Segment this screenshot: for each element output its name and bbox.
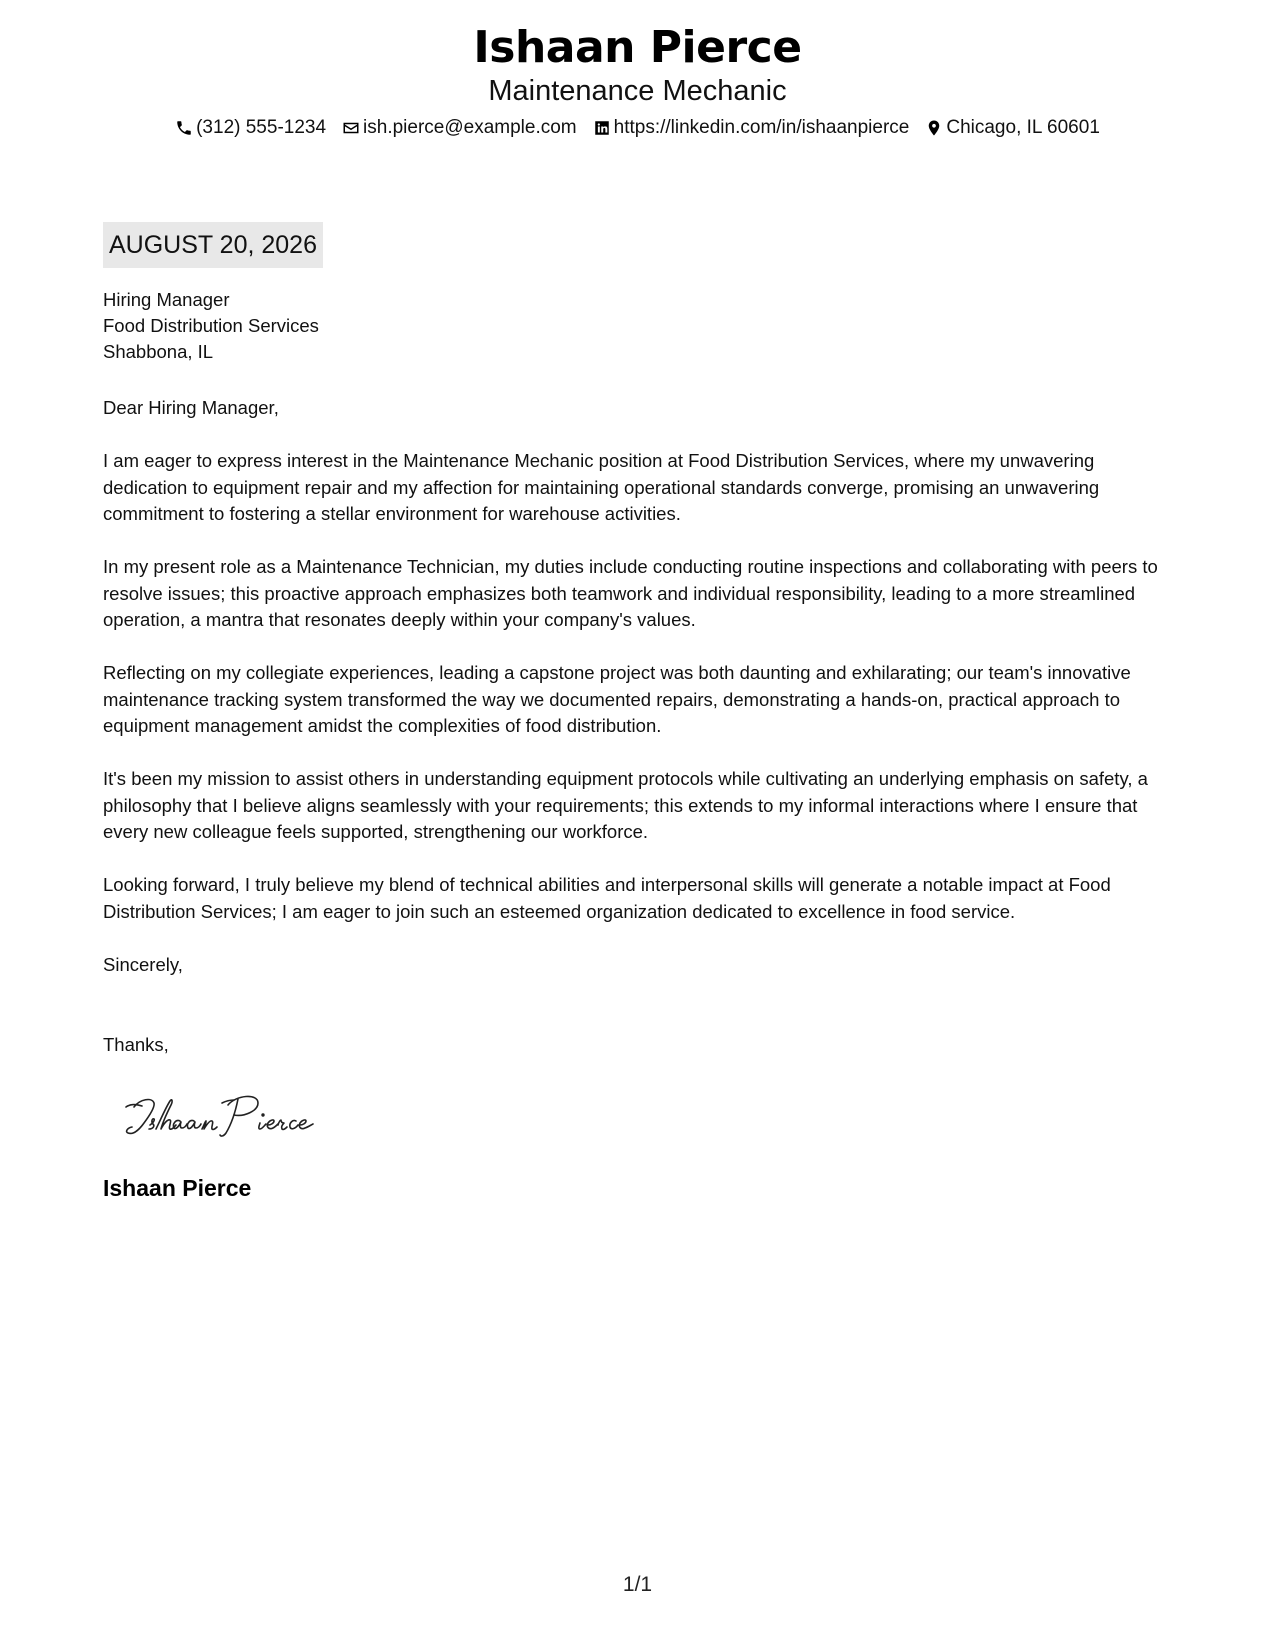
envelope-icon — [342, 119, 360, 137]
body-paragraph: Reflecting on my collegiate experiences, leading a capstone project was both daunting and exhilarating; our team's innovative maintenance tracking system transformed the way we documented repairs, demonstrating a hands-on, practical approach to equipment management amidst the complexities of food distribution. — [103, 662, 1131, 736]
phone-icon — [175, 119, 193, 137]
contact-location-text: Chicago, IL 60601 — [946, 117, 1100, 138]
page-number: 1/1 — [622, 1573, 653, 1596]
recipient-block — [103, 287, 319, 365]
map-pin-icon — [925, 119, 943, 137]
handwritten-signature — [120, 1085, 350, 1145]
body-paragraph: I am eager to express interest in the Maintenance Mechanic position at Food Distribution Services, where my unwavering dedication to equipment repair and my affection for maintaining operational standards converge, promising an unwavering commitment to fostering a stellar environment for warehouse activities. — [103, 450, 1100, 524]
contact-bar — [0, 116, 1275, 140]
contact-linkedin[interactable] — [593, 116, 910, 140]
body-paragraph: Looking forward, I truly believe my blend of technical abilities and interpersonal skills will generate a notable impact at Food Distribution Services; I am eager to join such an esteemed organization dedicated to excellence in food service. — [103, 874, 1111, 922]
closing-sincerely: Sincerely, — [103, 954, 183, 975]
contact-location — [925, 116, 1100, 140]
body-paragraph: In my present role as a Maintenance Technician, my duties include conducting routine inspections and collaborating with peers to resolve issues; this proactive approach emphasizes both teamwork and individual responsibility, leading to a more streamlined operation, a mantra that resonates deeply within your company's values. — [103, 556, 1158, 630]
contact-linkedin-text[interactable]: https://linkedin.com/in/ishaanpierce — [613, 117, 910, 138]
signer-name: Ishaan Pierce — [103, 1175, 252, 1201]
contact-email[interactable] — [342, 116, 577, 140]
recipient-title: Hiring Manager — [103, 289, 230, 310]
linkedin-icon — [593, 119, 611, 137]
letter-header — [0, 22, 1275, 140]
recipient-city: Shabbona, IL — [103, 341, 214, 362]
signature-drawing — [120, 1085, 350, 1145]
body-paragraph: It's been my mission to assist others in understanding equipment protocols while cultivating an underlying emphasis on safety, a philosophy that I believe aligns seamlessly with your requirements; this extends to my informal interactions where I ensure that every new colleague feels supported, strengthening our workforce. — [103, 768, 1148, 842]
closing-thanks: Thanks, — [103, 1034, 169, 1055]
salutation: Dear Hiring Manager, — [103, 397, 279, 418]
letter-body — [103, 395, 1183, 952]
recipient-company: Food Distribution Services — [103, 315, 319, 336]
applicant-role: Maintenance Mechanic — [488, 75, 787, 107]
contact-email-text[interactable]: ish.pierce@example.com — [363, 117, 577, 138]
contact-phone-text: (312) 555-1234 — [196, 117, 327, 138]
letter-date: AUGUST 20, 2026 — [103, 222, 323, 268]
contact-phone — [175, 116, 326, 140]
applicant-name: Ishaan Pierce — [473, 22, 802, 73]
